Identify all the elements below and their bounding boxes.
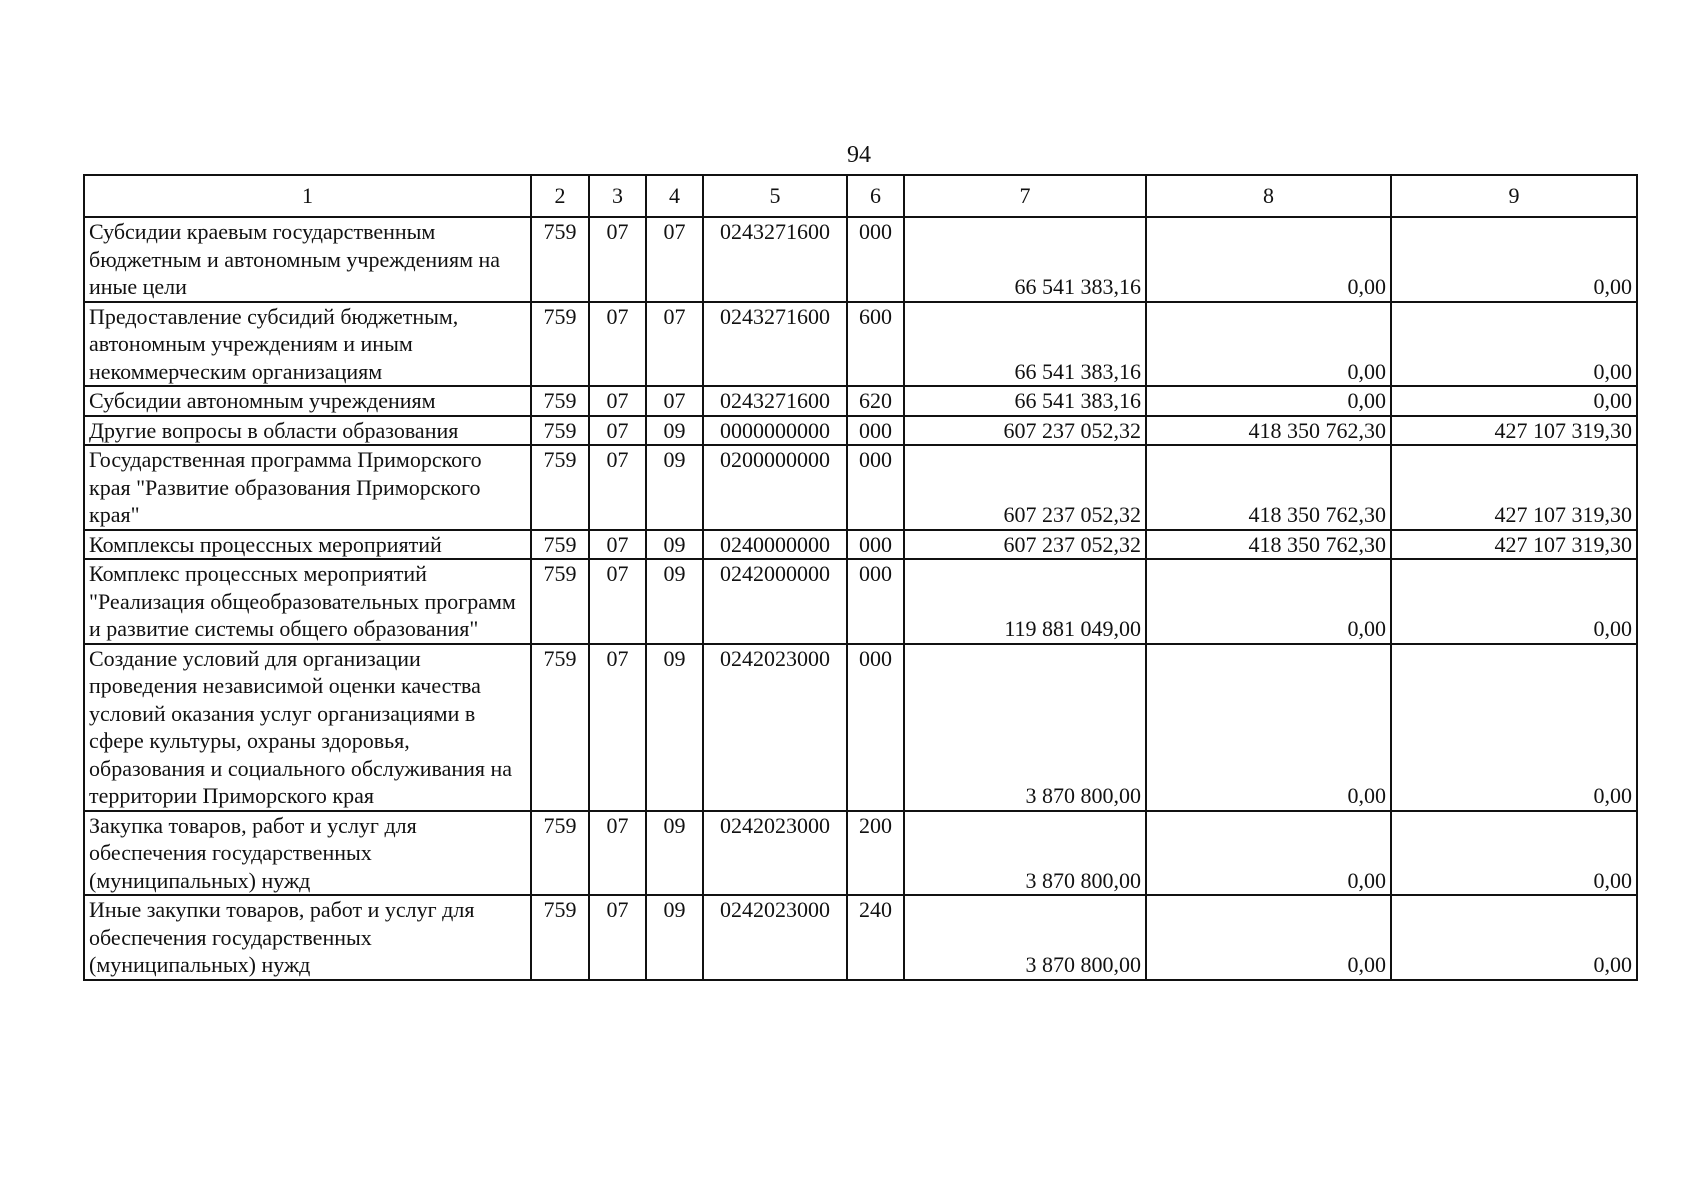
row-name-cell: Субсидии автономным учреждениям	[84, 386, 531, 416]
amount-year1-cell: 607 237 052,32	[904, 416, 1146, 446]
section-cell: 07	[589, 217, 646, 302]
target-article-cell: 0243271600	[703, 302, 847, 387]
section-cell: 07	[589, 302, 646, 387]
table-row	[84, 302, 1637, 387]
column-header: 8	[1146, 175, 1391, 217]
admin-code-cell: 759	[531, 416, 589, 446]
admin-code-cell: 759	[531, 644, 589, 811]
subsection-cell: 09	[646, 530, 703, 560]
table-row	[84, 895, 1637, 980]
expense-type-cell: 000	[847, 530, 904, 560]
amount-year3-cell: 427 107 319,30	[1391, 416, 1637, 446]
subsection-cell: 09	[646, 811, 703, 896]
amount-year3-cell: 0,00	[1391, 559, 1637, 644]
amount-year3-cell: 427 107 319,30	[1391, 445, 1637, 530]
amount-year1-cell: 3 870 800,00	[904, 895, 1146, 980]
admin-code-cell: 759	[531, 302, 589, 387]
expense-type-cell: 600	[847, 302, 904, 387]
amount-year2-cell: 0,00	[1146, 217, 1391, 302]
subsection-cell: 07	[646, 302, 703, 387]
target-article-cell: 0242023000	[703, 895, 847, 980]
expense-type-cell: 000	[847, 559, 904, 644]
subsection-cell: 07	[646, 386, 703, 416]
admin-code-cell: 759	[531, 895, 589, 980]
subsection-cell: 09	[646, 559, 703, 644]
section-cell: 07	[589, 644, 646, 811]
subsection-cell: 09	[646, 644, 703, 811]
amount-year1-cell: 607 237 052,32	[904, 530, 1146, 560]
amount-year2-cell: 0,00	[1146, 559, 1391, 644]
row-name-cell: Иные закупки товаров, работ и услуг для обеспечения государственных (муниципальных) нужд	[84, 895, 531, 980]
table-row	[84, 386, 1637, 416]
section-cell: 07	[589, 895, 646, 980]
target-article-cell: 0000000000	[703, 416, 847, 446]
amount-year2-cell: 0,00	[1146, 811, 1391, 896]
amount-year2-cell: 418 350 762,30	[1146, 445, 1391, 530]
row-name-cell: Другие вопросы в области образования	[84, 416, 531, 446]
expense-type-cell: 000	[847, 445, 904, 530]
row-name-cell: Субсидии краевым государственным бюджетным и автономным учреждениям на иные цели	[84, 217, 531, 302]
column-header: 4	[646, 175, 703, 217]
row-name-cell: Создание условий для организации проведения независимой оценки качества условий оказания услуг организациями в сфере культуры, охраны здоровья, образования и социального обслуживания на территории Приморского края	[84, 644, 531, 811]
amount-year1-cell: 119 881 049,00	[904, 559, 1146, 644]
amount-year3-cell: 0,00	[1391, 895, 1637, 980]
page-number: 94	[847, 142, 871, 168]
table-row	[84, 416, 1637, 446]
column-header: 7	[904, 175, 1146, 217]
subsection-cell: 07	[646, 217, 703, 302]
amount-year3-cell: 0,00	[1391, 386, 1637, 416]
target-article-cell: 0240000000	[703, 530, 847, 560]
expense-type-cell: 000	[847, 416, 904, 446]
amount-year2-cell: 418 350 762,30	[1146, 530, 1391, 560]
section-cell: 07	[589, 811, 646, 896]
expense-type-cell: 000	[847, 644, 904, 811]
column-header: 3	[589, 175, 646, 217]
column-header: 9	[1391, 175, 1637, 217]
amount-year3-cell: 0,00	[1391, 811, 1637, 896]
subsection-cell: 09	[646, 445, 703, 530]
column-header: 5	[703, 175, 847, 217]
column-header: 6	[847, 175, 904, 217]
column-header: 1	[84, 175, 531, 217]
section-cell: 07	[589, 530, 646, 560]
target-article-cell: 0243271600	[703, 217, 847, 302]
amount-year1-cell: 607 237 052,32	[904, 445, 1146, 530]
target-article-cell: 0200000000	[703, 445, 847, 530]
target-article-cell: 0242000000	[703, 559, 847, 644]
admin-code-cell: 759	[531, 811, 589, 896]
amount-year1-cell: 3 870 800,00	[904, 644, 1146, 811]
section-cell: 07	[589, 559, 646, 644]
table-row	[84, 811, 1637, 896]
target-article-cell: 0242023000	[703, 644, 847, 811]
expense-type-cell: 200	[847, 811, 904, 896]
section-cell: 07	[589, 445, 646, 530]
amount-year1-cell: 3 870 800,00	[904, 811, 1146, 896]
table-row	[84, 559, 1637, 644]
row-name-cell: Комплексы процессных мероприятий	[84, 530, 531, 560]
table-row	[84, 530, 1637, 560]
amount-year3-cell: 427 107 319,30	[1391, 530, 1637, 560]
table-row	[84, 445, 1637, 530]
admin-code-cell: 759	[531, 445, 589, 530]
row-name-cell: Комплекс процессных мероприятий "Реализация общеобразовательных программ и развитие системы общего образования"	[84, 559, 531, 644]
amount-year1-cell: 66 541 383,16	[904, 386, 1146, 416]
amount-year2-cell: 0,00	[1146, 302, 1391, 387]
target-article-cell: 0243271600	[703, 386, 847, 416]
admin-code-cell: 759	[531, 386, 589, 416]
admin-code-cell: 759	[531, 559, 589, 644]
section-cell: 07	[589, 386, 646, 416]
expense-type-cell: 620	[847, 386, 904, 416]
expense-type-cell: 000	[847, 217, 904, 302]
row-name-cell: Государственная программа Приморского края "Развитие образования Приморского края"	[84, 445, 531, 530]
table-row	[84, 644, 1637, 811]
amount-year3-cell: 0,00	[1391, 644, 1637, 811]
admin-code-cell: 759	[531, 530, 589, 560]
budget-table	[83, 174, 1638, 981]
amount-year2-cell: 0,00	[1146, 644, 1391, 811]
amount-year2-cell: 0,00	[1146, 895, 1391, 980]
expense-type-cell: 240	[847, 895, 904, 980]
amount-year3-cell: 0,00	[1391, 217, 1637, 302]
row-name-cell: Закупка товаров, работ и услуг для обеспечения государственных (муниципальных) нужд	[84, 811, 531, 896]
amount-year1-cell: 66 541 383,16	[904, 217, 1146, 302]
target-article-cell: 0242023000	[703, 811, 847, 896]
section-cell: 07	[589, 416, 646, 446]
amount-year1-cell: 66 541 383,16	[904, 302, 1146, 387]
table-row	[84, 217, 1637, 302]
row-name-cell: Предоставление субсидий бюджетным, автономным учреждениям и иным некоммерческим организациям	[84, 302, 531, 387]
subsection-cell: 09	[646, 416, 703, 446]
amount-year3-cell: 0,00	[1391, 302, 1637, 387]
amount-year2-cell: 418 350 762,30	[1146, 416, 1391, 446]
subsection-cell: 09	[646, 895, 703, 980]
column-header: 2	[531, 175, 589, 217]
amount-year2-cell: 0,00	[1146, 386, 1391, 416]
admin-code-cell: 759	[531, 217, 589, 302]
column-number-row	[84, 175, 1637, 217]
